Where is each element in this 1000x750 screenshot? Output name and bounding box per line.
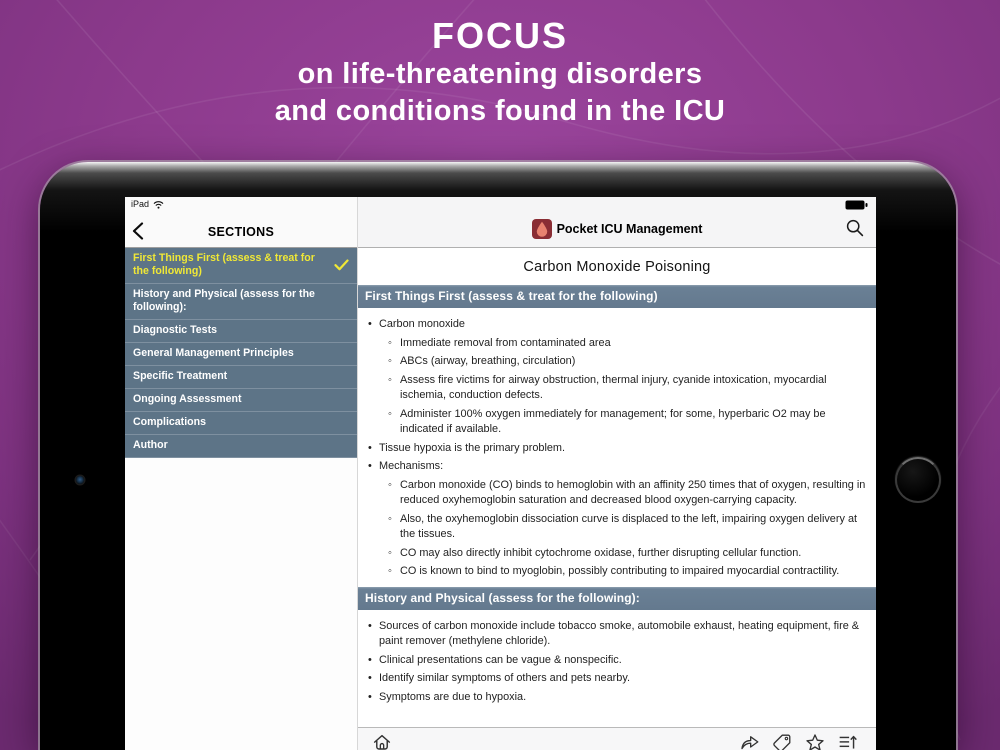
front-camera (76, 476, 84, 484)
ipad-device (40, 162, 956, 750)
checkmark-icon (334, 259, 349, 271)
sidebar-item-label: Author (133, 439, 168, 451)
sidebar-item[interactable] (125, 389, 357, 412)
article-body (358, 285, 876, 750)
sidebar-item[interactable] (125, 412, 357, 435)
status-bar-left (131, 199, 164, 209)
section-heading: History and Physical (assess for the following): (358, 587, 876, 610)
sub-bullet-item: ◦ CO is known to bind to myoglobin, possibly contributing to impaired myocardial contractility. (400, 564, 872, 580)
sub-bullet-list (379, 478, 872, 580)
sidebar-item-label: First Things First (assess & treat for the following) (133, 252, 315, 277)
sub-bullet-item: ◦ Administer 100% oxygen immediately for management; for some, hyperbaric O2 may be indicated if available. (400, 407, 872, 438)
app-title: Pocket ICU Management (556, 222, 703, 236)
sidebar-item-label: Specific Treatment (133, 370, 228, 382)
sub-bullet-item: ◦ ABCs (airway, breathing, circulation) (400, 354, 872, 370)
tag-icon[interactable] (772, 733, 792, 750)
sidebar-item-label: Complications (133, 416, 206, 428)
hero-banner (0, 16, 1000, 130)
bottom-toolbar (358, 727, 876, 750)
sidebar (125, 197, 357, 750)
content-pane (358, 197, 876, 750)
sidebar-item-label: Ongoing Assessment (133, 393, 242, 405)
bullet-list (358, 619, 876, 706)
sidebar-item-label: History and Physical (assess for the following): (133, 288, 315, 313)
content-header (358, 197, 876, 248)
section-heading: First Things First (assess & treat for the following) (358, 285, 876, 308)
star-icon[interactable] (805, 733, 825, 750)
home-button[interactable] (895, 457, 941, 503)
bullet-list (358, 317, 876, 580)
blood-drop-icon (532, 219, 552, 239)
sidebar-item[interactable] (125, 366, 357, 389)
bullet-item: • Symptoms are due to hypoxia. (379, 690, 872, 706)
sidebar-item[interactable] (125, 284, 357, 320)
bullet-item: • Mechanisms: ◦ Carbon monoxide (CO) binds to hemoglobin with an affinity 250 times that of oxygen, resulting in reduced oxyhemoglobin saturation and decreased blood oxygen-carrying capacity. ◦ Also, the oxyhemoglobin dissociation curve is displaced to the left, impairing oxygen delivery at the tissues. ◦ CO may also directly inhibit cytochrome oxidase, further disrupting cellular function. ◦ CO is known to bind to myoglobin, possibly contributing to impaired myocardial contractility. (379, 459, 872, 580)
sub-bullet-list (379, 336, 872, 438)
sub-bullet-item: ◦ Also, the oxyhemoglobin dissociation curve is displaced to the left, impairing oxygen delivery at the tissues. (400, 512, 872, 543)
hero-subtitle-line1: on life-threatening disorders (297, 58, 703, 90)
sub-bullet-item: ◦ Immediate removal from contaminated area (400, 336, 872, 352)
sub-bullet-item: ◦ Assess fire victims for airway obstruction, thermal injury, cyanide intoxication, myocardial ischemia, conduction defects. (400, 373, 872, 404)
sidebar-header (125, 197, 357, 248)
app-title-bar (358, 214, 876, 244)
sidebar-item[interactable] (125, 435, 357, 458)
sidebar-item[interactable] (125, 248, 357, 284)
sidebar-item-label: Diagnostic Tests (133, 324, 217, 336)
hero-subtitle-line2: and conditions found in the ICU (274, 95, 726, 127)
bullet-item: • Tissue hypoxia is the primary problem. (379, 441, 872, 457)
sidebar-items (125, 248, 357, 458)
sidebar-item-label: General Management Principles (133, 347, 294, 359)
article-title: Carbon Monoxide Poisoning (358, 248, 876, 285)
hero-title: FOCUS (432, 15, 568, 56)
bullet-item: • Sources of carbon monoxide include tobacco smoke, automobile exhaust, heating equipment, fire & paint remover (methylene chloride). (379, 619, 872, 650)
search-icon[interactable] (846, 219, 864, 237)
battery-icon (845, 200, 868, 210)
bullet-item: • Clinical presentations can be vague & nonspecific. (379, 653, 872, 669)
bullet-item: • Carbon monoxide ◦ Immediate removal from contaminated area ◦ ABCs (airway, breathing, circulation) ◦ Assess fire victims for airway obstruction, thermal injury, cyanide intoxication, myocardial ischemia, conduction defects. ◦ Administer 100% oxygen immediately for management; for some, hyperbaric O2 may be indicated if available. (379, 317, 872, 438)
bullet-item: • Identify similar symptoms of others and pets nearby. (379, 671, 872, 687)
share-icon[interactable] (740, 733, 760, 750)
sidebar-item[interactable] (125, 343, 357, 366)
app-screen (125, 197, 876, 750)
sub-bullet-item: ◦ CO may also directly inhibit cytochrome oxidase, further disrupting cellular function. (400, 546, 872, 562)
sidebar-item[interactable] (125, 320, 357, 343)
sidebar-title: SECTIONS (207, 225, 275, 239)
sub-bullet-item: ◦ Carbon monoxide (CO) binds to hemoglobin with an affinity 250 times that of oxygen, resulting in reduced oxyhemoglobin saturation and decreased blood oxygen-carrying capacity. (400, 478, 872, 509)
list-up-icon[interactable] (838, 733, 858, 750)
wifi-icon (153, 200, 164, 209)
home-icon[interactable] (372, 733, 392, 750)
status-carrier: iPad (131, 199, 150, 209)
